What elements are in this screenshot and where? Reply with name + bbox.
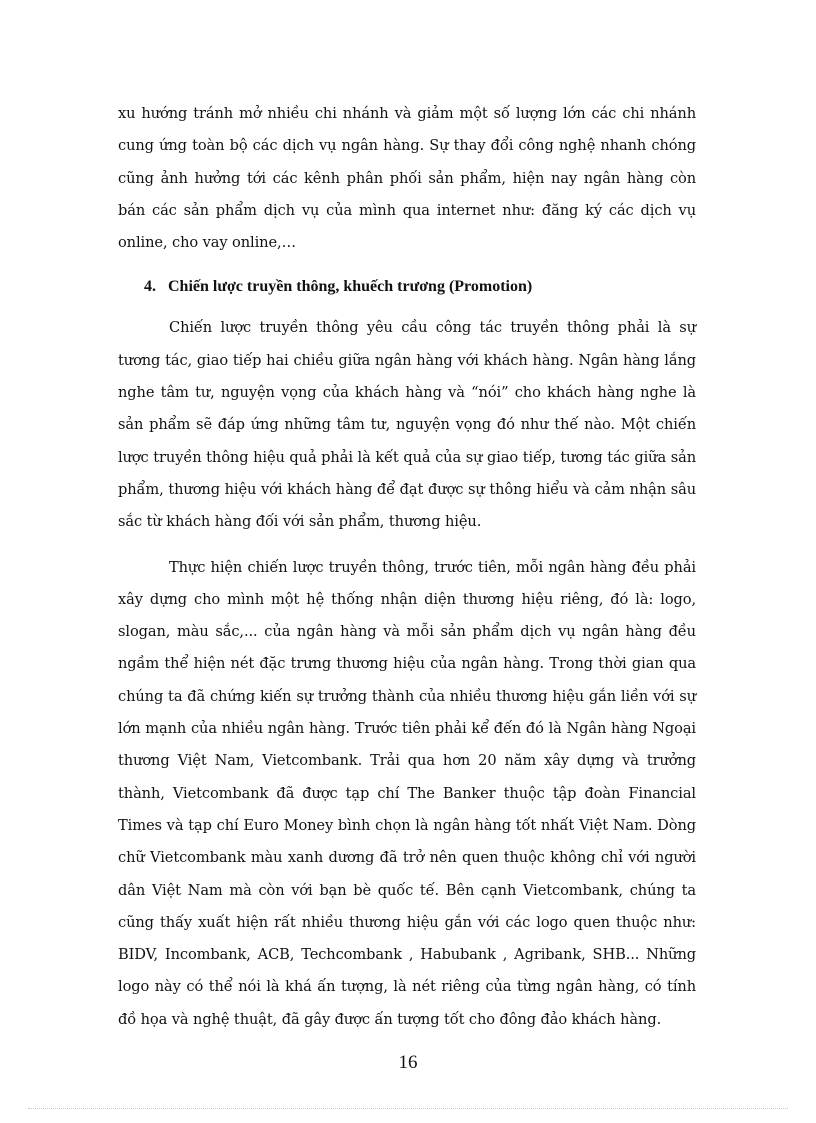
page-number: 16 [398,1052,418,1073]
section-number: 4. [144,278,156,296]
paragraph-brand-identity: Thực hiện chiến lược truyền thông, trước tiên, mỗi ngân hàng đều phải xây dựng cho mình một hệ thống nhận diện thương hiệu riêng, đó là: logo, slogan, màu sắc,... của ngân hàng và mỗi sản phẩm dịch vụ ngân hàng đều ngầm thể hiện nét đặc trưng thương hiệu của ngân hàng. Trong thời gian qua chúng ta đã chứng kiến sự trưởng thành của nhiều thương hiệu gắn liền với sự lớn mạnh của nhiều ngân hàng. Trước tiên phải kể đến đó là Ngân hàng Ngoại thương Việt Nam, Vietcombank. Trải qua hơn 20 năm xây dựng và trưởng thành, Vietcombank đã được tạp chí The Banker thuộc tập đoàn Financial Times và tạp chí Euro Money bình chọn là ngân hàng tốt nhất Việt Nam. Dòng chữ Vietcombank màu xanh dương đã trở nên quen thuộc không chỉ với người dân Việt Nam mà còn với bạn bè quốc tế. Bên cạnh Vietcombank, chúng ta cũng thấy xuất hiện rất nhiều thương hiệu gắn với các logo quen thuộc như: BIDV, Incombank, ACB, Techcombank , Habubank , Agribank, SHB... Những logo này có thể nói là khá ấn tượng, là nét riêng của từng ngân hàng, có tính đồ họa và nghệ thuật, đã gây được ấn tượng tốt cho đông đảo khách hàng. [118,558,696,1028]
paragraph-communication-strategy: Chiến lược truyền thông yêu cầu công tác truyền thông phải là sự tương tác, giao tiếp hai chiều giữa ngân hàng với khách hàng. Ngân hàng lắng nghe tâm tư, nguyện vọng của khách hàng và “nói” cho khách hàng nghe là sản phẩm sẽ đáp ứng những tâm tư, nguyện vọng đó như thế nào. Một chiến lược truyền thông hiệu quả phải là kết quả của sự giao tiếp, tương tác giữa sản phẩm, thương hiệu với khách hàng để đạt được sự thông hiểu và cảm nhận sâu sắc từ khách hàng đối với sản phẩm, thương hiệu. [118,319,696,531]
continued-paragraph: xu hướng tránh mở nhiều chi nhánh và giảm một số lượng lớn các chi nhánh cung ứng toàn bộ các dịch vụ ngân hàng. Sự thay đổi công nghệ nhanh chóng cũng ảnh hưởng tới các kênh phân phối sản phẩm, hiện nay ngân hàng còn bán các sản phẩm dịch vụ của mình qua internet như: đăng ký các dịch vụ online, cho vay online,… [118,105,696,252]
section-heading [118,270,696,304]
page-body [118,98,696,1036]
footer-divider [28,1108,788,1109]
section-title: Chiến lược truyền thông, khuếch trương (Promotion) [168,278,533,296]
